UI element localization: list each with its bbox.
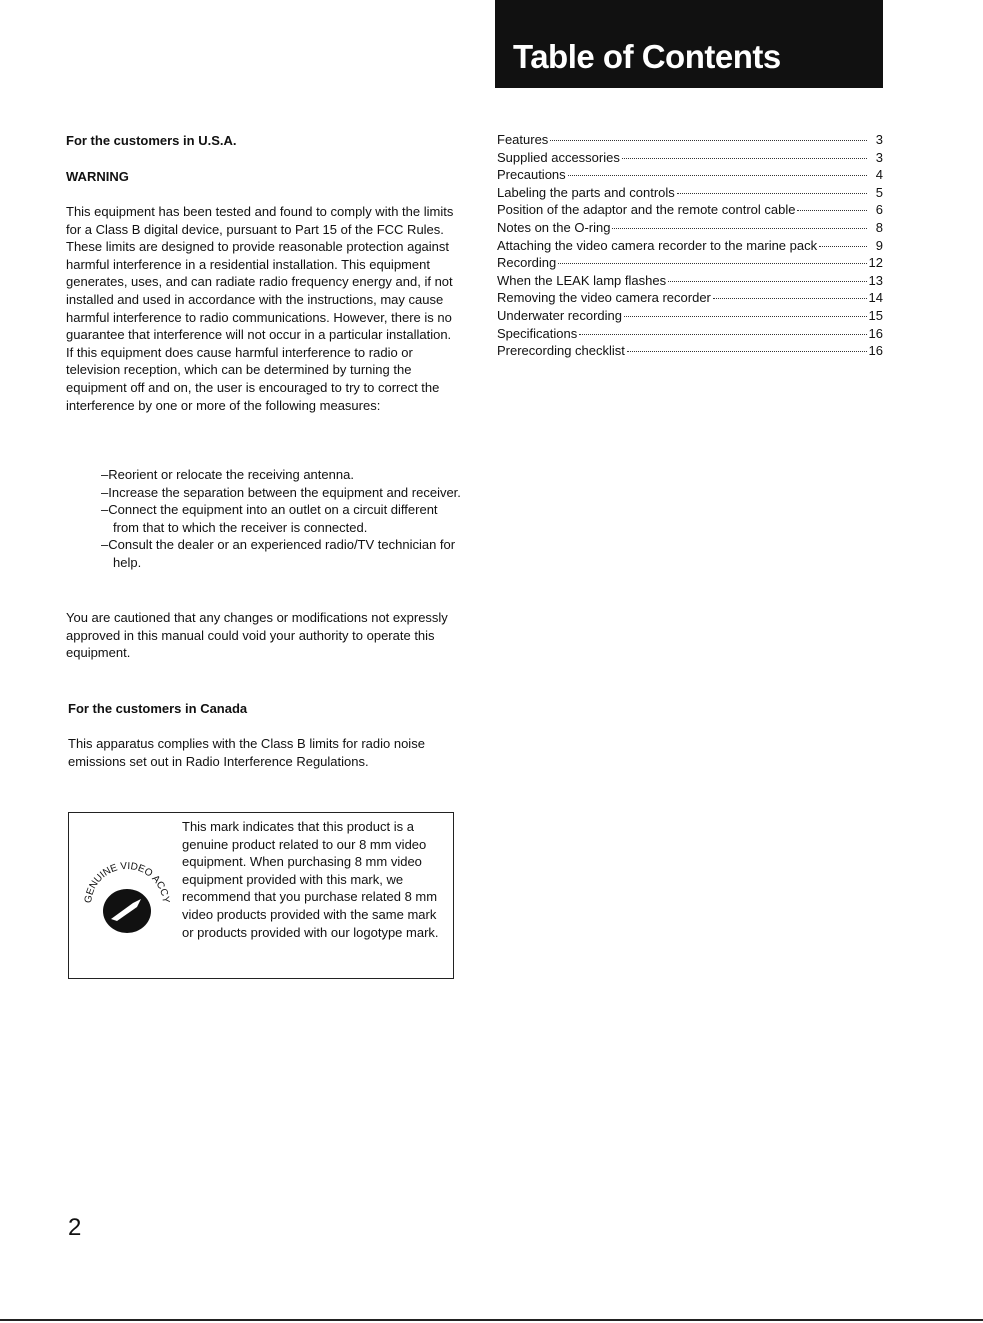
toc-leader-dots [713, 298, 867, 299]
toc-leader-dots [550, 140, 867, 141]
interference-measures-list [66, 466, 461, 572]
toc-leader-dots [797, 210, 867, 211]
warning-heading: WARNING [66, 169, 129, 184]
toc-entry [497, 201, 883, 219]
toc-entry-title: Precautions [497, 167, 566, 183]
measure-item: –Consult the dealer or an experienced radio/TV technician for help. [101, 537, 456, 570]
toc-entry [497, 149, 883, 167]
toc-entry-title: Specifications [497, 325, 578, 341]
toc-entry-page: 12 [868, 255, 883, 271]
logo-arc-text: GENUINE VIDEO ACCY [82, 860, 172, 904]
toc-entry-title: Features [497, 132, 549, 147]
toc-leader-dots [627, 351, 867, 352]
toc-leader-dots [558, 263, 866, 264]
toc-entry-title: Labeling the parts and controls [497, 184, 675, 200]
toc-entry [497, 325, 883, 343]
genuine-video-accessory-logo-icon [77, 853, 177, 943]
bottom-rule [0, 1319, 983, 1321]
usa-heading: For the customers in U.S.A. [66, 133, 237, 148]
toc-entry-title: Supplied accessories [497, 149, 620, 165]
toc-leader-dots [579, 334, 866, 335]
toc-entry-title: When the LEAK lamp flashes [497, 272, 667, 288]
modification-caution-text: You are cautioned that any changes or modifications not expressly approved in this manual could void your authority to operate this equipment. [66, 610, 448, 661]
toc-entry-page: 14 [868, 290, 883, 306]
canada-heading: For the customers in Canada [68, 701, 248, 716]
toc-entry-page: 3 [875, 149, 883, 165]
toc-entry [497, 272, 883, 290]
toc-entry-title: Recording [497, 255, 557, 271]
toc-entry-title: Attaching the video camera recorder to the marine pack [497, 237, 818, 253]
toc-leader-dots [568, 175, 867, 176]
toc-entry [497, 166, 883, 184]
toc-leader-dots [612, 228, 867, 229]
toc-entry [497, 289, 883, 307]
toc-leader-dots [668, 281, 866, 282]
toc-entry-title: Removing the video camera recorder [497, 290, 711, 306]
toc-entry-title: Position of the adaptor and the remote control cable [497, 202, 796, 218]
genuine-mark-notice [68, 812, 454, 979]
page-number: 2 [68, 1214, 82, 1241]
toc-leader-dots [622, 158, 867, 159]
toc-entry-page: 4 [875, 167, 883, 183]
toc-entry [497, 254, 883, 272]
toc-entry-page: 16 [868, 343, 883, 359]
toc-entry-page: 9 [875, 237, 883, 253]
toc-entry [497, 184, 883, 202]
toc-entry-title: Prerecording checklist [497, 343, 625, 359]
toc-entry-page: 15 [868, 307, 883, 323]
measure-item: –Increase the separation between the equipment and receiver. [101, 484, 461, 500]
title-banner [495, 0, 883, 88]
table-of-contents [497, 131, 883, 360]
toc-entry-page: 3 [875, 132, 883, 147]
toc-entry [497, 342, 883, 360]
toc-entry-page: 16 [868, 325, 883, 341]
toc-entry-title: Underwater recording [497, 307, 623, 323]
toc-leader-dots [624, 316, 867, 317]
toc-entry-page: 13 [868, 272, 883, 288]
toc-leader-dots [677, 193, 867, 194]
toc-entry [497, 237, 883, 255]
toc-entry [497, 131, 883, 149]
canada-compliance-text: This apparatus complies with the Class B limits for radio noise emissions set out in Radio Interference Regulations. [68, 736, 425, 769]
toc-entry-page: 8 [875, 219, 883, 235]
toc-entry-title: Notes on the O-ring [497, 219, 611, 235]
toc-leader-dots [819, 246, 867, 247]
toc-entry [497, 307, 883, 325]
measure-item: –Connect the equipment into an outlet on a circuit different from that to which the receiver is connected. [101, 502, 438, 535]
fcc-warning-text: This equipment has been tested and found to comply with the limits for a Class B digital device, pursuant to Part 15 of the FCC Rules. These limits are designed to provide reasonable protection against harmful interference in a residential installation. This equipment generates, uses, and can radiate radio frequency energy and, if not installed and used in accordance with the instructions, may cause harmful interference to radio communications. However, there is no guarantee that interference will not occur in a particular installation. If this equipment does cause harmful interference to radio or television reception, which can be determined by turning the equipment off and on, the user is encouraged to try to correct the interference by one or more of the following measures: [66, 204, 454, 413]
page-title: Table of Contents [513, 38, 781, 75]
toc-entry [497, 219, 883, 237]
toc-entry-page: 5 [875, 184, 883, 200]
genuine-mark-text: This mark indicates that this product is a genuine product related to our 8 mm video equipment. When purchasing 8 mm video equipment provided with this mark, we recommend that you purchase related 8 mm video products provided with the same mark or products provided with our logotype mark. [182, 819, 439, 940]
measure-item: –Reorient or relocate the receiving antenna. [101, 467, 354, 482]
toc-entry-page: 6 [875, 202, 883, 218]
